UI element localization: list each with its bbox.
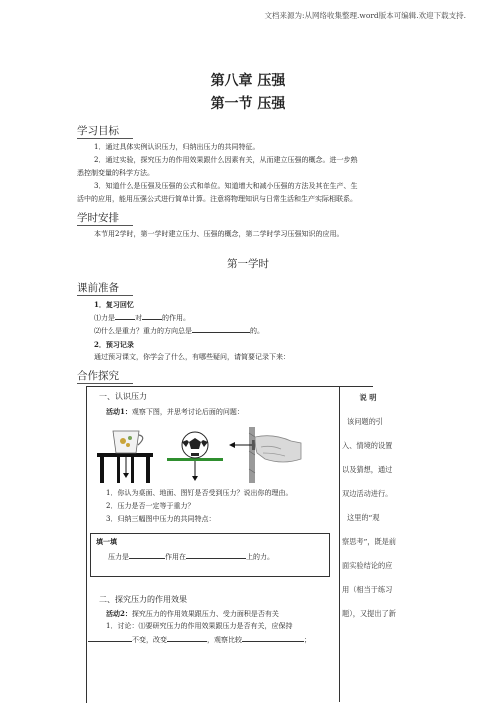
review-q2 xyxy=(94,324,264,338)
review-q1 xyxy=(94,311,190,325)
goal-line-1: 1．通过具体实例认识压力，归纳出压力的共同特征。 xyxy=(94,143,260,151)
goals-heading: 学习目标 xyxy=(77,125,119,137)
chapter-title: 第八章 压强 xyxy=(210,73,286,89)
fill-text-b: 作用在 xyxy=(165,553,186,561)
fill-line xyxy=(108,550,274,564)
sidebar-line-6: 察思考”，既是前 xyxy=(342,537,397,546)
q1-blank-2[interactable] xyxy=(142,311,162,320)
q2-text-b: 的。 xyxy=(250,327,264,335)
question-2: 2．压力是否一定等于重力？ xyxy=(106,502,195,510)
fill-blank-2[interactable] xyxy=(186,550,246,559)
sidebar-line-4: 双边活动进行。 xyxy=(342,489,393,498)
header-note: 文档来源为:从网络收集整理.word版本可编辑.欢迎下载支持. xyxy=(264,11,466,20)
thumb-pushing-pin xyxy=(229,427,301,483)
question-1: 1．你认为桌面、地面、图钉是否受到压力？说出你的理由。 xyxy=(106,489,293,497)
prep-heading: 课前准备 xyxy=(77,282,119,294)
record-text: 通过预习课文，你学会了什么，有哪些疑问，请简要记录下来： xyxy=(94,353,290,361)
lesson-title: 第一学时 xyxy=(227,258,269,270)
schedule-heading: 学时安排 xyxy=(77,212,119,224)
goal-line-4: 3．知道什么是压强及压强的公式和单位。知道增大和减小压强的方法及其在生产、生 xyxy=(94,182,358,190)
sidebar-line-2: 入、情境的设置 xyxy=(342,441,393,450)
activity2-label: 活动2： xyxy=(106,609,132,618)
activity1-label: 活动1： xyxy=(106,407,132,416)
coop-heading: 合作探究 xyxy=(77,370,119,382)
goals-underline xyxy=(77,138,133,139)
fill-text-a: 压力是 xyxy=(108,553,129,561)
discuss-blank-1[interactable] xyxy=(88,633,132,642)
fill-title: 填一填 xyxy=(96,537,117,546)
q1-text-a: ⑴力是 xyxy=(94,314,115,322)
pressure-figures xyxy=(95,423,305,485)
discuss-text-b: 不变，改变 xyxy=(132,636,167,644)
sidebar-line-3: 以及猜想，通过 xyxy=(342,465,393,474)
sidebar-line-5: 这里的“观 xyxy=(347,513,380,522)
part2-title: 二、探究压力的作用效果 xyxy=(99,595,187,604)
fill-blank-1[interactable] xyxy=(129,550,165,559)
q2-text-a: ⑵什么是重力？重力的方向总是 xyxy=(94,327,192,335)
part1-title: 一、认识压力 xyxy=(99,392,147,401)
review-title: 1．复习回忆 xyxy=(94,300,134,309)
discuss-line-1: 1．讨论：⑴要研究压力的作用效果跟压力是否有关，应保持 xyxy=(106,622,293,630)
goal-line-5: 活中的应用，能用压强公式进行简单计算。注意将物理知识与日常生活和生产实际相联系。 xyxy=(77,195,357,203)
sidebar-title: 说 明 xyxy=(359,393,377,402)
q1-text-b: 对 xyxy=(135,314,142,322)
discuss-blank-2[interactable] xyxy=(167,633,207,642)
activity2-text: 探究压力的作用效果跟压力、受力面积是否有关 xyxy=(131,610,279,618)
discuss-blank-3[interactable] xyxy=(242,633,304,642)
goal-line-3: 悉控制变量的科学方法。 xyxy=(77,169,154,177)
schedule-underline xyxy=(77,225,133,226)
coop-underline xyxy=(77,383,133,384)
activity2 xyxy=(106,607,279,621)
q2-blank[interactable] xyxy=(192,324,250,333)
ball-on-ground xyxy=(167,432,223,481)
sidebar-divider xyxy=(339,386,340,702)
discuss-text-c: ，观察比较 xyxy=(207,636,242,644)
sidebar-line-7: 面实验结论的应 xyxy=(342,561,393,570)
sidebar-line-1: 该问题的引 xyxy=(347,417,383,426)
activity1 xyxy=(106,405,244,419)
q1-blank-1[interactable] xyxy=(115,311,135,320)
question-3: 3．归纳三幅图中压力的共同特点： xyxy=(106,515,216,523)
table-with-cup xyxy=(97,431,153,483)
section-title: 第一节 压强 xyxy=(210,96,286,112)
schedule-text: 本节用2学时，第一学时建立压力、压强的概念，第二学时学习压强知识的应用。 xyxy=(94,230,344,238)
discuss-line-2 xyxy=(88,633,311,647)
fill-text-c: 上的力。 xyxy=(246,553,274,561)
sidebar-line-8: 用（相当于练习 xyxy=(342,585,393,594)
goal-line-2: 2．通过实验，探究压力的作用效果跟什么因素有关，从而建立压强的概念。进一步熟 xyxy=(94,156,358,164)
activity1-text: 观察下图，并思考讨论后面的问题： xyxy=(131,408,244,416)
sidebar-line-9: 题），又提出了新 xyxy=(342,609,396,618)
record-title: 2．预习记录 xyxy=(94,340,134,349)
discuss-text-d: ； xyxy=(304,636,311,644)
q1-text-c: 的作用。 xyxy=(162,314,190,322)
prep-underline xyxy=(77,295,133,296)
